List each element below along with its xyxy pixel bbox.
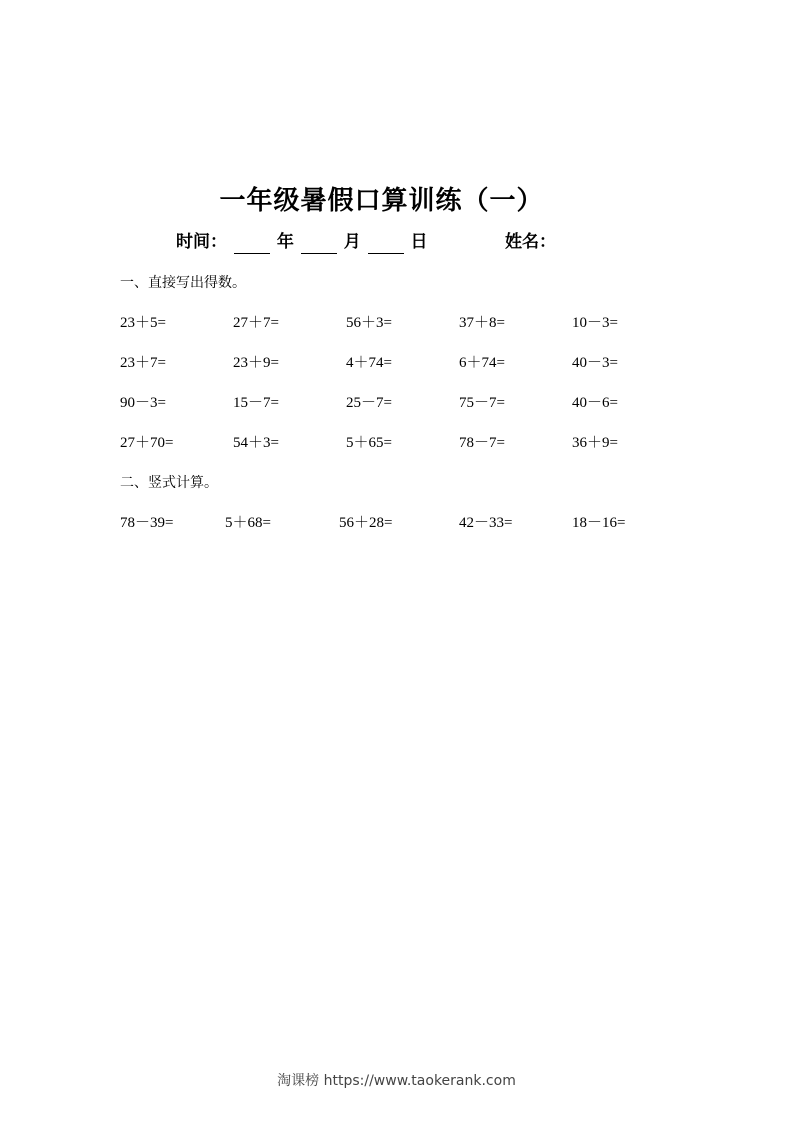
time-label: 时间： — [176, 232, 227, 252]
problem: 75－7= — [459, 395, 505, 411]
problem: 4＋74= — [346, 355, 392, 371]
problem-row — [0, 393, 793, 413]
day-label: 日 — [410, 232, 428, 252]
problem: 54＋3= — [233, 435, 279, 451]
name-label: 姓名： — [505, 232, 556, 252]
month-blank[interactable] — [301, 235, 337, 254]
footer-watermark: 淘课榜 https://www.taokerank.com — [277, 1073, 516, 1089]
problem: 25－7= — [346, 395, 392, 411]
problem: 36＋9= — [572, 435, 618, 451]
problem: 6＋74= — [459, 355, 505, 371]
problem: 40－3= — [572, 355, 618, 371]
year-blank[interactable] — [234, 235, 270, 254]
date-line — [176, 230, 428, 254]
problem: 15－7= — [233, 395, 279, 411]
problem: 23＋9= — [233, 355, 279, 371]
section1-heading: 一、直接写出得数。 — [120, 275, 246, 291]
problem: 56＋28= — [339, 515, 393, 531]
problem: 23＋7= — [120, 355, 166, 371]
problem-row — [0, 433, 793, 453]
problem: 23＋5= — [120, 315, 166, 331]
problem: 78－39= — [120, 515, 174, 531]
month-label: 月 — [343, 232, 361, 252]
problem: 42－33= — [459, 515, 513, 531]
page-title: 一年级暑假口算训练（一） — [219, 186, 544, 216]
problem: 27＋70= — [120, 435, 174, 451]
problem: 10－3= — [572, 315, 618, 331]
problem: 90－3= — [120, 395, 166, 411]
problem: 56＋3= — [346, 315, 392, 331]
section2-heading: 二、竖式计算。 — [120, 475, 218, 491]
problem: 18－16= — [572, 515, 626, 531]
problem: 5＋68= — [225, 515, 271, 531]
day-blank[interactable] — [368, 235, 404, 254]
problem-row — [0, 353, 793, 373]
problem: 5＋65= — [346, 435, 392, 451]
problem: 40－6= — [572, 395, 618, 411]
problem: 78－7= — [459, 435, 505, 451]
problem-row — [0, 313, 793, 333]
problem-row — [0, 513, 793, 533]
problem: 27＋7= — [233, 315, 279, 331]
problem: 37＋8= — [459, 315, 505, 331]
year-label: 年 — [276, 232, 294, 252]
